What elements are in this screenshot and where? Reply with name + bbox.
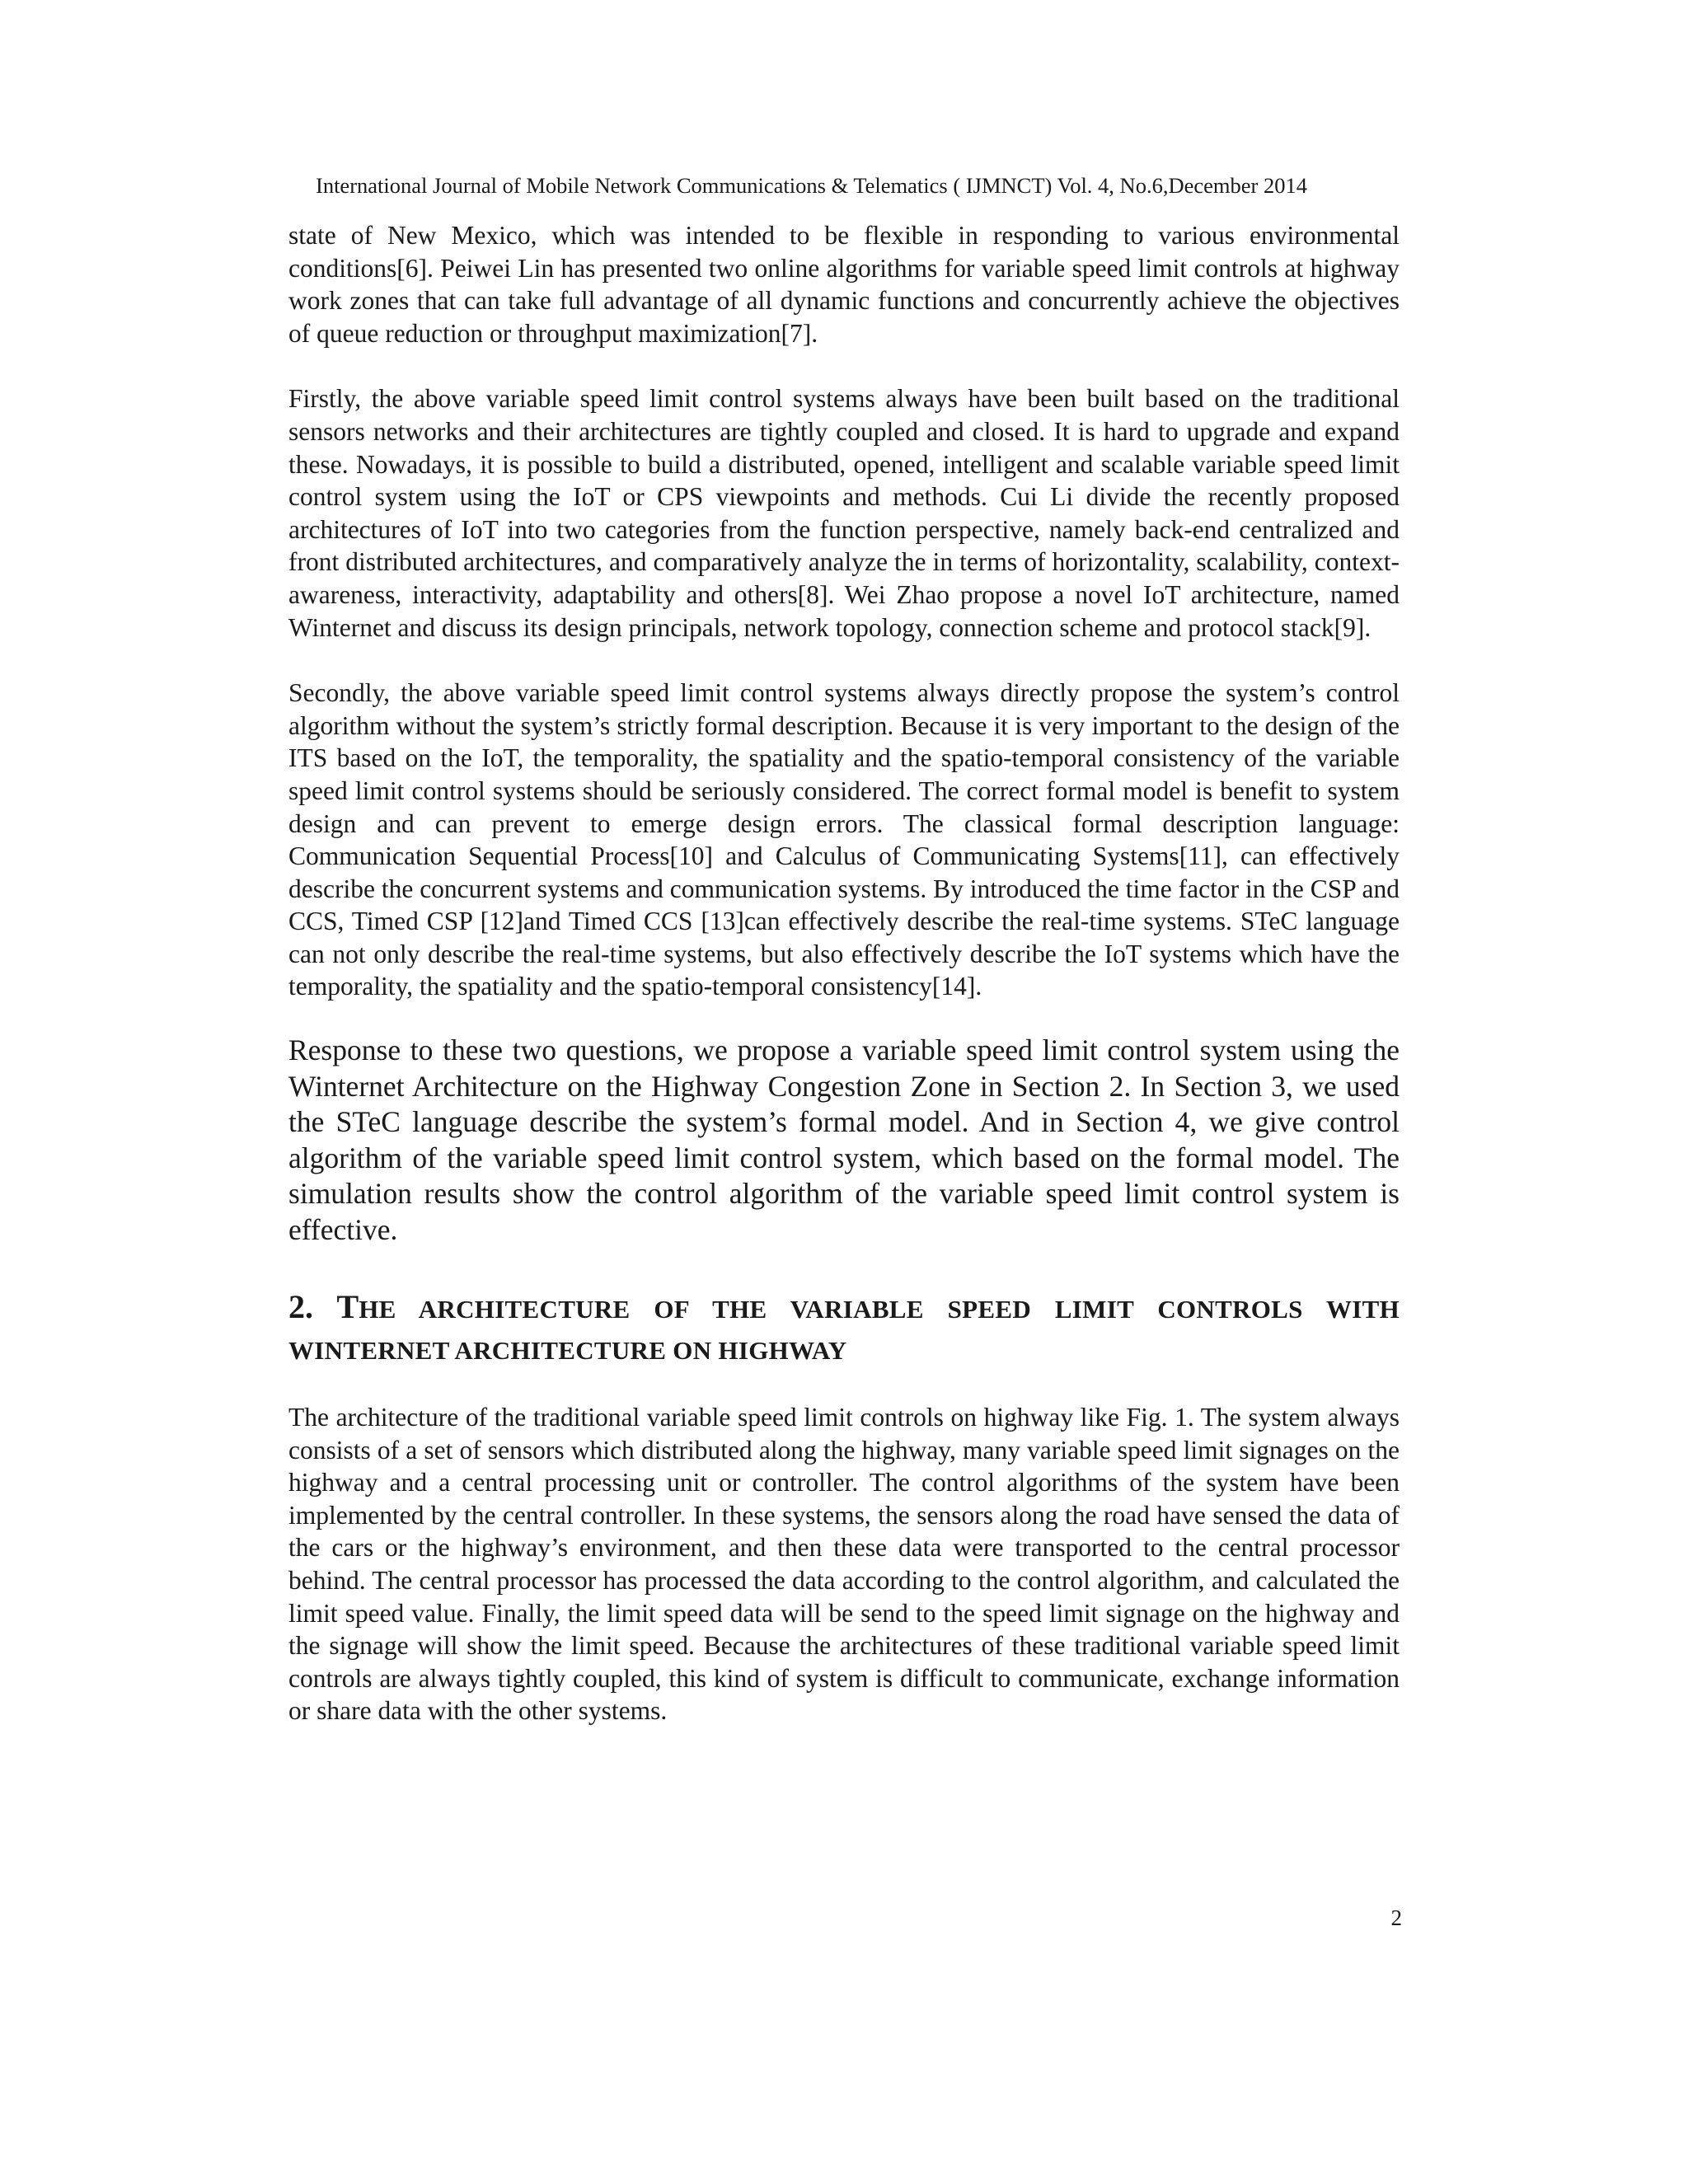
paragraph-response: Response to these two questions, we propose a variable speed limit control system using the Winternet Architecture on the Highway Congestion Zone in Section 2. In Section 3, we used the STeC language describe the system’s formal model. And in Section 4, we give control algorithm of the variable speed limit control system, which based on the formal model. The simulation results show the control algorithm of the variable speed limit control system is effective. [288, 1033, 1400, 1246]
paragraph-firstly: Firstly, the above variable speed limit control systems always have been built based on the traditional sensors networks and their architectures are tightly coupled and closed. It is hard to upgrade and expand these. Nowadays, it is possible to build a distributed, opened, intelligent and scalable variable speed limit control system using the IoT or CPS viewpoints and methods. Cui Li divide the recently proposed architectures of IoT into two categories from the function perspective, namely back-end centralized and front distributed architectures, and comparatively analyze the in terms of horizontality, scalability, context-awareness, interactivity, adaptability and others[8]. Wei Zhao propose a novel IoT architecture, named Winternet and discuss its design principals, network topology, connection scheme and protocol stack[9]. [288, 384, 1400, 642]
paragraph-secondly: Secondly, the above variable speed limit control systems always directly propose the system’s control algorithm without the system’s strictly formal description. Because it is very important to the design of the ITS based on the IoT, the temporality, the spatiality and the spatio-temporal consistency of the variable speed limit control systems should be seriously considered. The correct formal model is benefit to system design and can prevent to emerge design errors. The classical formal description language: Communication Sequential Process[10] and Calculus of Communicating Systems[11], can effectively describe the concurrent systems and communication systems. By introduced the time factor in the CSP and CCS, Timed CSP [12]and Timed CCS [13]can effectively describe the real-time systems. STeC language can not only describe the real-time systems, but also effectively describe the IoT systems which have the temporality, the spatiality and the spatio-temporal consistency[14]. [288, 678, 1400, 1001]
section-title-initial: T [336, 1288, 359, 1326]
page-number: 2 [1390, 1905, 1402, 1930]
page-content [288, 219, 1400, 1727]
paragraph-related-work-continued: state of New Mexico, which was intended to be flexible in responding to various environmental conditions[6]. Peiwei Lin has presented two online algorithms for variable speed limit controls at highway work zones that can take full advantage of all dynamic functions and concurrently achieve the objectives of queue reduction or throughput maximization[7]. [288, 221, 1400, 348]
paragraph-architecture: The architecture of the traditional variable speed limit controls on highway like Fig. 1. The system always consists of a set of sensors which distributed along the highway, many variable speed limit signages on the highway and a central processing unit or controller. The control algorithms of the system have been implemented by the central controller. In these systems, the sensors along the road have sensed the data of the cars or the highway’s environment, and then these data were transported to the central processor behind. The central processor has processed the data according to the control algorithm, and calculated the limit speed value. Finally, the limit speed data will be send to the speed limit signage on the highway and the signage will show the limit speed. Because the architectures of these traditional variable speed limit controls are always tightly coupled, this kind of system is difficult to communicate, exchange information or share data with the other systems. [288, 1403, 1400, 1726]
section-title: HE ARCHITECTURE OF THE VARIABLE SPEED LIMIT CONTROLS WITH WINTERNET ARCHITECTURE ON HIGHWAY [288, 1295, 1400, 1366]
running-header: International Journal of Mobile Network Communications & Telematics ( IJMNCT) Vol. 4, No.6,December 2014 [316, 173, 1307, 198]
section-heading [288, 1286, 1400, 1371]
section-number: 2. [288, 1288, 313, 1326]
